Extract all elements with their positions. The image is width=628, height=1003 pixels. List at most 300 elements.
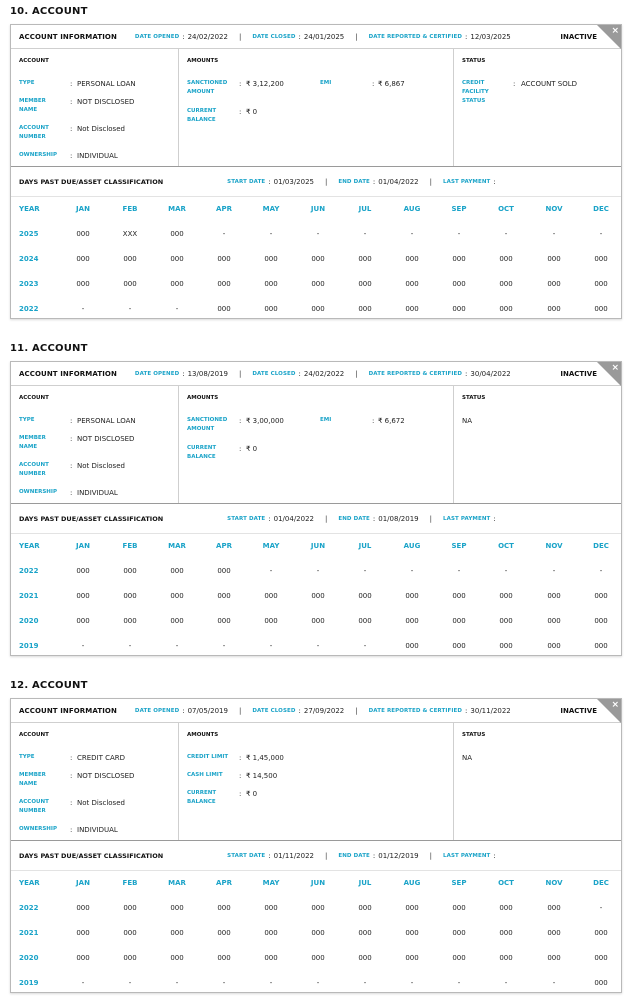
separator: | — [238, 369, 242, 378]
dpd-cell: 000 — [358, 954, 372, 962]
member-name-label: MEMBER NAME — [19, 98, 46, 113]
account-status-badge: INACTIVE — [560, 707, 597, 715]
dpd-cell: 000 — [217, 567, 231, 575]
dpd-cell: - — [269, 230, 273, 238]
colon: : — [70, 826, 73, 834]
account-card — [10, 698, 622, 993]
amount-value: ₹ 0 — [246, 790, 258, 798]
dpd-title: DAYS PAST DUE/ASSET CLASSIFICATION — [19, 851, 164, 860]
colon: : — [239, 790, 242, 798]
dpd-cell: 000 — [76, 617, 90, 625]
year-column-header: YEAR — [19, 879, 40, 887]
date-opened-value: 24/02/2022 — [187, 32, 228, 41]
colon: : — [268, 177, 271, 186]
ownership-value: INDIVIDUAL — [77, 826, 118, 834]
dpd-cell: - — [269, 979, 273, 987]
dpd-cell: 000 — [123, 592, 137, 600]
account-information-title: ACCOUNT INFORMATION — [19, 32, 117, 41]
separator: | — [325, 514, 328, 523]
dpd-cell: 000 — [264, 280, 278, 288]
dpd-cell: - — [363, 979, 367, 987]
dpd-cell: - — [410, 567, 414, 575]
month-header-oct: OCT — [498, 879, 514, 887]
dpd-cell: 000 — [594, 280, 608, 288]
dpd-cell: 000 — [452, 617, 466, 625]
type-label: TYPE — [19, 417, 35, 423]
colon: : — [372, 514, 376, 523]
dpd-cell: 000 — [76, 904, 90, 912]
last-payment-label: LAST PAYMENT — [442, 515, 491, 522]
colon: : — [70, 435, 73, 443]
account-info-grid — [11, 723, 621, 841]
month-header-may: MAY — [262, 205, 280, 213]
amounts-column-title: AMOUNTS — [187, 395, 219, 401]
dpd-year: 2019 — [19, 642, 39, 650]
dpd-cell: 000 — [76, 280, 90, 288]
close-button[interactable] — [597, 362, 621, 386]
ownership-label: OWNERSHIP — [19, 826, 57, 832]
end-date-label: END DATE — [338, 852, 370, 859]
member-name-label: MEMBER NAME — [19, 435, 46, 450]
month-header-jul: JUL — [358, 205, 372, 213]
colon: : — [465, 32, 468, 41]
dpd-cell: - — [175, 305, 179, 313]
dpd-year: 2024 — [19, 255, 39, 263]
dpd-cell: 000 — [170, 929, 184, 937]
amount-label: CURRENT BALANCE — [187, 108, 217, 123]
colon: : — [268, 514, 271, 523]
amounts-column — [179, 49, 454, 166]
account-information-title: ACCOUNT INFORMATION — [19, 369, 117, 378]
ownership-value: INDIVIDUAL — [77, 152, 118, 160]
dpd-year: 2019 — [19, 979, 39, 987]
dpd-cell: 000 — [170, 592, 184, 600]
dpd-cell: 000 — [170, 255, 184, 263]
year-column-header: YEAR — [19, 205, 40, 213]
dpd-cell: 000 — [170, 954, 184, 962]
dpd-cell: 000 — [217, 305, 231, 313]
status-value: NA — [462, 417, 473, 425]
type-label: TYPE — [19, 80, 35, 86]
colon: : — [239, 445, 242, 453]
dpd-cell: - — [128, 305, 132, 313]
date-reported-label: DATE REPORTED & CERTIFIED — [368, 370, 463, 377]
month-header-dec: DEC — [593, 542, 609, 550]
dpd-cell: 000 — [452, 642, 466, 650]
dpd-cell: 000 — [547, 954, 561, 962]
member-name-label: MEMBER NAME — [19, 772, 46, 787]
colon: : — [70, 462, 73, 470]
dpd-cell: 000 — [170, 567, 184, 575]
separator: | — [355, 706, 358, 715]
dpd-cell: 000 — [405, 954, 419, 962]
dpd-cell: 000 — [452, 305, 466, 313]
dpd-year: 2023 — [19, 280, 39, 288]
dpd-year: 2022 — [19, 305, 39, 313]
account-info-grid — [11, 49, 621, 167]
close-button[interactable] — [597, 699, 621, 723]
month-header-sep: SEP — [451, 879, 467, 887]
dpd-cell: 000 — [123, 280, 137, 288]
dpd-cell: 000 — [123, 617, 137, 625]
account-section-title: 12. ACCOUNT — [10, 680, 88, 691]
dpd-cell: 000 — [499, 592, 513, 600]
dpd-cell: 000 — [264, 592, 278, 600]
member-name-value: NOT DISCLOSED — [77, 772, 135, 780]
dpd-cell: - — [410, 230, 414, 238]
colon: : — [70, 80, 73, 88]
dpd-cell: - — [363, 567, 367, 575]
colon: : — [298, 32, 301, 41]
dpd-year: 2022 — [19, 904, 39, 912]
dpd-cell: 000 — [499, 642, 513, 650]
amount-label: SANCTIONED AMOUNT — [187, 80, 228, 95]
amount-value: ₹ 3,12,200 — [246, 80, 284, 88]
close-button[interactable] — [597, 25, 621, 49]
dpd-cell: 000 — [499, 929, 513, 937]
month-header-jun: JUN — [310, 542, 326, 550]
dpd-year: 2021 — [19, 929, 39, 937]
dpd-cell: - — [410, 979, 414, 987]
date-opened-value: 07/05/2019 — [187, 706, 228, 715]
dpd-cell: 000 — [405, 592, 419, 600]
year-column-header: YEAR — [19, 542, 40, 550]
date-closed-value: 24/02/2022 — [303, 369, 345, 378]
emi-value: ₹ 6,672 — [378, 417, 405, 425]
dpd-header — [11, 167, 621, 197]
status-column-title: STATUS — [462, 732, 486, 738]
date-closed-value: 24/01/2025 — [303, 32, 345, 41]
dpd-cell: 000 — [452, 904, 466, 912]
dpd-grid — [11, 871, 621, 993]
dpd-cell: 000 — [405, 280, 419, 288]
dpd-cell: 000 — [311, 280, 325, 288]
month-header-feb: FEB — [122, 879, 138, 887]
dpd-cell: 000 — [452, 255, 466, 263]
dpd-cell: 000 — [170, 280, 184, 288]
status-column — [454, 386, 621, 503]
month-header-jun: JUN — [310, 205, 326, 213]
dpd-cell: - — [504, 230, 508, 238]
colon: : — [70, 772, 73, 780]
date-closed-label: DATE CLOSED — [252, 33, 296, 40]
start-date-value: 01/11/2022 — [273, 851, 314, 860]
dpd-cell: - — [504, 979, 508, 987]
colon: : — [372, 177, 376, 186]
credit-facility-status-label: CREDIT FACILITY STATUS — [462, 80, 489, 104]
dpd-cell: 000 — [76, 592, 90, 600]
type-value: PERSONAL LOAN — [77, 417, 136, 425]
dpd-cell: 000 — [170, 904, 184, 912]
account-number-label: ACCOUNT NUMBER — [19, 799, 49, 814]
dpd-cell: 000 — [264, 305, 278, 313]
dpd-cell: 000 — [594, 617, 608, 625]
dpd-cell: - — [363, 642, 367, 650]
account-number-label: ACCOUNT NUMBER — [19, 125, 49, 140]
separator: | — [429, 514, 432, 523]
end-date-value: 01/12/2019 — [378, 851, 419, 860]
amounts-column — [179, 386, 454, 503]
dpd-cell: 000 — [217, 255, 231, 263]
month-header-nov: NOV — [545, 205, 563, 213]
dpd-cell: 000 — [170, 230, 184, 238]
dpd-cell: 000 — [452, 280, 466, 288]
dpd-cell: 000 — [405, 255, 419, 263]
dpd-cell: 000 — [405, 305, 419, 313]
colon: : — [239, 754, 242, 762]
dpd-cell: 000 — [264, 929, 278, 937]
dpd-cell: 000 — [358, 929, 372, 937]
dpd-cell: - — [175, 979, 179, 987]
colon: : — [70, 125, 73, 133]
dpd-cell: 000 — [452, 592, 466, 600]
colon: : — [465, 369, 468, 378]
month-header-aug: AUG — [403, 542, 421, 550]
date-reported-value: 30/04/2022 — [470, 369, 511, 378]
amount-value: ₹ 14,500 — [246, 772, 278, 780]
dpd-cell: 000 — [264, 617, 278, 625]
dpd-cell: 000 — [405, 929, 419, 937]
date-reported-label: DATE REPORTED & CERTIFIED — [368, 707, 463, 714]
emi-label: EMI — [320, 417, 332, 423]
dpd-cell: 000 — [311, 592, 325, 600]
date-closed-label: DATE CLOSED — [252, 370, 296, 377]
account-number-value: Not Disclosed — [77, 125, 125, 133]
month-header-jan: JAN — [76, 879, 90, 887]
dpd-cell: - — [363, 230, 367, 238]
account-section-title: 11. ACCOUNT — [10, 343, 88, 354]
account-status-badge: INACTIVE — [560, 370, 597, 378]
colon: : — [493, 177, 496, 186]
ownership-label: OWNERSHIP — [19, 489, 57, 495]
amount-label: SANCTIONED AMOUNT — [187, 417, 228, 432]
month-header-mar: MAR — [168, 879, 186, 887]
end-date-value: 01/08/2019 — [378, 514, 419, 523]
dpd-grid — [11, 197, 621, 319]
colon: : — [372, 417, 375, 425]
dpd-cell: - — [81, 305, 85, 313]
month-header-may: MAY — [262, 542, 280, 550]
dpd-cell: - — [128, 979, 132, 987]
status-column-title: STATUS — [462, 58, 486, 64]
month-header-dec: DEC — [593, 879, 609, 887]
month-header-may: MAY — [262, 879, 280, 887]
start-date-label: START DATE — [227, 178, 266, 185]
colon: : — [239, 108, 242, 116]
dpd-cell: - — [81, 642, 85, 650]
dpd-cell: - — [269, 567, 273, 575]
month-header-apr: APR — [216, 542, 232, 550]
dpd-cell: 000 — [264, 954, 278, 962]
end-date-label: END DATE — [338, 515, 370, 522]
close-icon: × — [611, 700, 619, 710]
amounts-column — [179, 723, 454, 840]
dpd-cell: 000 — [547, 255, 561, 263]
dpd-cell: XXX — [122, 230, 138, 238]
dpd-cell: 000 — [547, 617, 561, 625]
dpd-cell: 000 — [217, 617, 231, 625]
dpd-year: 2020 — [19, 954, 39, 962]
colon: : — [70, 417, 73, 425]
ownership-label: OWNERSHIP — [19, 152, 57, 158]
colon: : — [298, 706, 301, 715]
dpd-cell: 000 — [547, 904, 561, 912]
dpd-cell: 000 — [311, 954, 325, 962]
end-date-label: END DATE — [338, 178, 370, 185]
type-value: CREDIT CARD — [77, 754, 126, 762]
dpd-cell: 000 — [311, 305, 325, 313]
emi-label: EMI — [320, 80, 332, 86]
dpd-cell: - — [504, 567, 508, 575]
dpd-cell: 000 — [594, 255, 608, 263]
amount-value: ₹ 3,00,000 — [246, 417, 284, 425]
dpd-cell: 000 — [499, 255, 513, 263]
amounts-column-title: AMOUNTS — [187, 58, 219, 64]
colon: : — [513, 80, 516, 88]
dpd-cell: - — [222, 230, 226, 238]
dpd-cell: 000 — [594, 305, 608, 313]
dpd-cell: - — [316, 642, 320, 650]
type-label: TYPE — [19, 754, 35, 760]
start-date-value: 01/04/2022 — [273, 514, 314, 523]
dpd-cell: 000 — [311, 904, 325, 912]
type-value: PERSONAL LOAN — [77, 80, 136, 88]
account-information-header — [11, 362, 621, 386]
dpd-title: DAYS PAST DUE/ASSET CLASSIFICATION — [19, 514, 164, 523]
date-reported-label: DATE REPORTED & CERTIFIED — [368, 33, 463, 40]
separator: | — [238, 706, 242, 715]
dpd-year: 2022 — [19, 567, 39, 575]
dpd-cell: 000 — [358, 255, 372, 263]
colon: : — [372, 851, 376, 860]
dpd-cell: 000 — [358, 280, 372, 288]
dpd-cell: 000 — [311, 617, 325, 625]
dpd-cell: 000 — [358, 305, 372, 313]
month-header-aug: AUG — [403, 879, 421, 887]
dpd-cell: 000 — [217, 592, 231, 600]
colon: : — [70, 152, 73, 160]
dpd-cell: 000 — [170, 617, 184, 625]
separator: | — [429, 177, 432, 186]
dpd-cell: 000 — [547, 642, 561, 650]
emi-value: ₹ 6,867 — [378, 80, 405, 88]
account-status-badge: INACTIVE — [560, 33, 597, 41]
account-information-header — [11, 699, 621, 723]
dpd-cell: - — [599, 904, 603, 912]
dpd-header — [11, 841, 621, 871]
colon: : — [268, 851, 271, 860]
month-header-jan: JAN — [76, 205, 90, 213]
colon: : — [239, 772, 242, 780]
dpd-cell: 000 — [594, 929, 608, 937]
month-header-oct: OCT — [498, 542, 514, 550]
dpd-cell: 000 — [76, 255, 90, 263]
dpd-cell: 000 — [405, 642, 419, 650]
colon: : — [493, 514, 496, 523]
colon: : — [70, 754, 73, 762]
dpd-title: DAYS PAST DUE/ASSET CLASSIFICATION — [19, 177, 164, 186]
dpd-cell: 000 — [76, 567, 90, 575]
month-header-jan: JAN — [76, 542, 90, 550]
separator: | — [238, 32, 242, 41]
dpd-cell: 000 — [547, 929, 561, 937]
date-opened-value: 13/08/2019 — [187, 369, 228, 378]
separator: | — [325, 177, 328, 186]
last-payment-label: LAST PAYMENT — [442, 178, 491, 185]
dpd-cell: 000 — [264, 904, 278, 912]
dpd-cell: - — [599, 230, 603, 238]
colon: : — [493, 851, 496, 860]
date-opened-label: DATE OPENED — [134, 370, 180, 377]
account-column-title: ACCOUNT — [19, 395, 49, 401]
account-column — [11, 49, 179, 166]
dpd-cell: 000 — [594, 954, 608, 962]
dpd-cell: 000 — [547, 592, 561, 600]
dpd-cell: - — [552, 567, 556, 575]
close-icon: × — [611, 26, 619, 36]
dpd-year: 2020 — [19, 617, 39, 625]
dpd-cell: 000 — [123, 904, 137, 912]
amount-label: CREDIT LIMIT — [187, 754, 229, 760]
date-reported-value: 12/03/2025 — [470, 32, 511, 41]
start-date-value: 01/03/2025 — [273, 177, 314, 186]
dpd-cell: 000 — [76, 230, 90, 238]
month-header-nov: NOV — [545, 542, 563, 550]
month-header-mar: MAR — [168, 542, 186, 550]
month-header-feb: FEB — [122, 205, 138, 213]
credit-facility-status-value: ACCOUNT SOLD — [521, 80, 578, 88]
dpd-cell: - — [316, 567, 320, 575]
start-date-label: START DATE — [227, 852, 266, 859]
dpd-cell: 000 — [217, 280, 231, 288]
dpd-cell: 000 — [405, 617, 419, 625]
month-header-apr: APR — [216, 205, 232, 213]
dpd-cell: 000 — [547, 280, 561, 288]
colon: : — [70, 489, 73, 497]
dpd-cell: - — [316, 979, 320, 987]
colon: : — [372, 80, 375, 88]
member-name-value: NOT DISCLOSED — [77, 435, 135, 443]
dpd-cell: 000 — [452, 954, 466, 962]
account-number-value: Not Disclosed — [77, 799, 125, 807]
separator: | — [355, 369, 358, 378]
dpd-cell: - — [81, 979, 85, 987]
dpd-cell: 000 — [405, 904, 419, 912]
account-information-header — [11, 25, 621, 49]
dpd-cell: 000 — [594, 642, 608, 650]
account-column-title: ACCOUNT — [19, 58, 49, 64]
amount-value: ₹ 0 — [246, 108, 258, 116]
dpd-cell: 000 — [217, 954, 231, 962]
dpd-cell: 000 — [594, 592, 608, 600]
amount-value: ₹ 0 — [246, 445, 258, 453]
dpd-cell: - — [222, 979, 226, 987]
close-icon: × — [611, 363, 619, 373]
colon: : — [239, 417, 242, 425]
month-header-feb: FEB — [122, 542, 138, 550]
dpd-cell: 000 — [123, 954, 137, 962]
start-date-label: START DATE — [227, 515, 266, 522]
dpd-cell: 000 — [311, 929, 325, 937]
colon: : — [182, 369, 185, 378]
date-closed-value: 27/09/2022 — [303, 706, 345, 715]
month-header-sep: SEP — [451, 542, 467, 550]
dpd-cell: 000 — [499, 904, 513, 912]
dpd-cell: - — [269, 642, 273, 650]
month-header-aug: AUG — [403, 205, 421, 213]
month-header-oct: OCT — [498, 205, 514, 213]
dpd-cell: - — [128, 642, 132, 650]
